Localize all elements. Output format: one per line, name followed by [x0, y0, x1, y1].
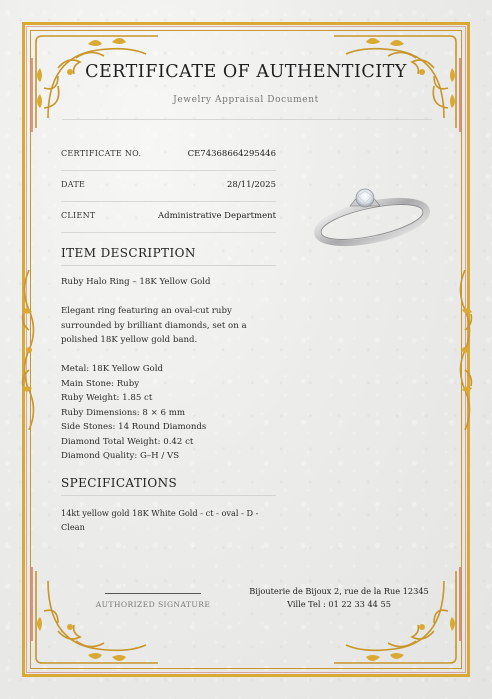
- section-divider: [61, 495, 276, 496]
- attribute-list: [61, 362, 276, 464]
- item-text: Elegant ring featuring an oval-cut ruby surrounded by brilliant diamonds, set on a polished 18K yellow gold band.: [61, 306, 247, 345]
- list-item: Main Stone: Ruby: [61, 378, 140, 389]
- item-description-heading: ITEM DESCRIPTION: [61, 246, 196, 260]
- row-divider: [61, 232, 276, 233]
- address-line-1: Bijouterie de Bijoux 2, rue de la Rue 12345: [249, 586, 429, 596]
- signature-label: AUTHORIZED SIGNATURE: [95, 600, 211, 609]
- certificate-title: CERTIFICATE OF AUTHENTICITY: [85, 62, 407, 82]
- list-item: Ruby Dimensions: 8 × 6 mm: [61, 407, 186, 418]
- detail-value: CE74368664295446: [187, 149, 276, 159]
- row-divider: [61, 201, 276, 202]
- ring-image: [308, 180, 433, 250]
- list-item: Diamond Quality: G–H / VS: [61, 451, 180, 461]
- side-ornament-left: [18, 270, 40, 430]
- certificate-subtitle: Jewelry Appraisal Document: [173, 95, 319, 105]
- detail-label: CERTIFICATE NO.: [61, 149, 142, 158]
- detail-value: 28/11/2025: [227, 180, 276, 190]
- corner-ornament-bottom-right: [324, 561, 464, 671]
- detail-label: CLIENT: [61, 211, 96, 220]
- section-divider: [61, 265, 276, 266]
- corner-ornament-bottom-left: [28, 561, 168, 671]
- address-line-2: Ville Tel : 01 22 33 44 55: [287, 598, 391, 609]
- signature-line: [105, 593, 201, 594]
- corner-ornament-top-right: [324, 28, 464, 138]
- detail-label: DATE: [61, 180, 86, 189]
- list-item: Side Stones: 14 Round Diamonds: [61, 422, 207, 432]
- item-name: Ruby Halo Ring – 18K Yellow Gold: [61, 277, 211, 287]
- list-item: Diamond Total Weight: 0.42 ct: [61, 436, 194, 447]
- detail-value: Administrative Department: [158, 211, 276, 221]
- header-divider: [62, 119, 432, 120]
- side-ornament-right: [454, 270, 476, 430]
- corner-ornament-top-left: [28, 28, 168, 138]
- row-divider: [61, 170, 276, 171]
- issuer-address: [238, 585, 440, 610]
- list-item: Ruby Weight: 1.85 ct: [61, 393, 153, 403]
- spec-text: 14kt yellow gold 18K White Gold - ct - oval - D - Clean: [61, 508, 259, 532]
- list-item: Metal: 18K Yellow Gold: [61, 364, 163, 374]
- specifications-heading: SPECIFICATIONS: [61, 476, 178, 490]
